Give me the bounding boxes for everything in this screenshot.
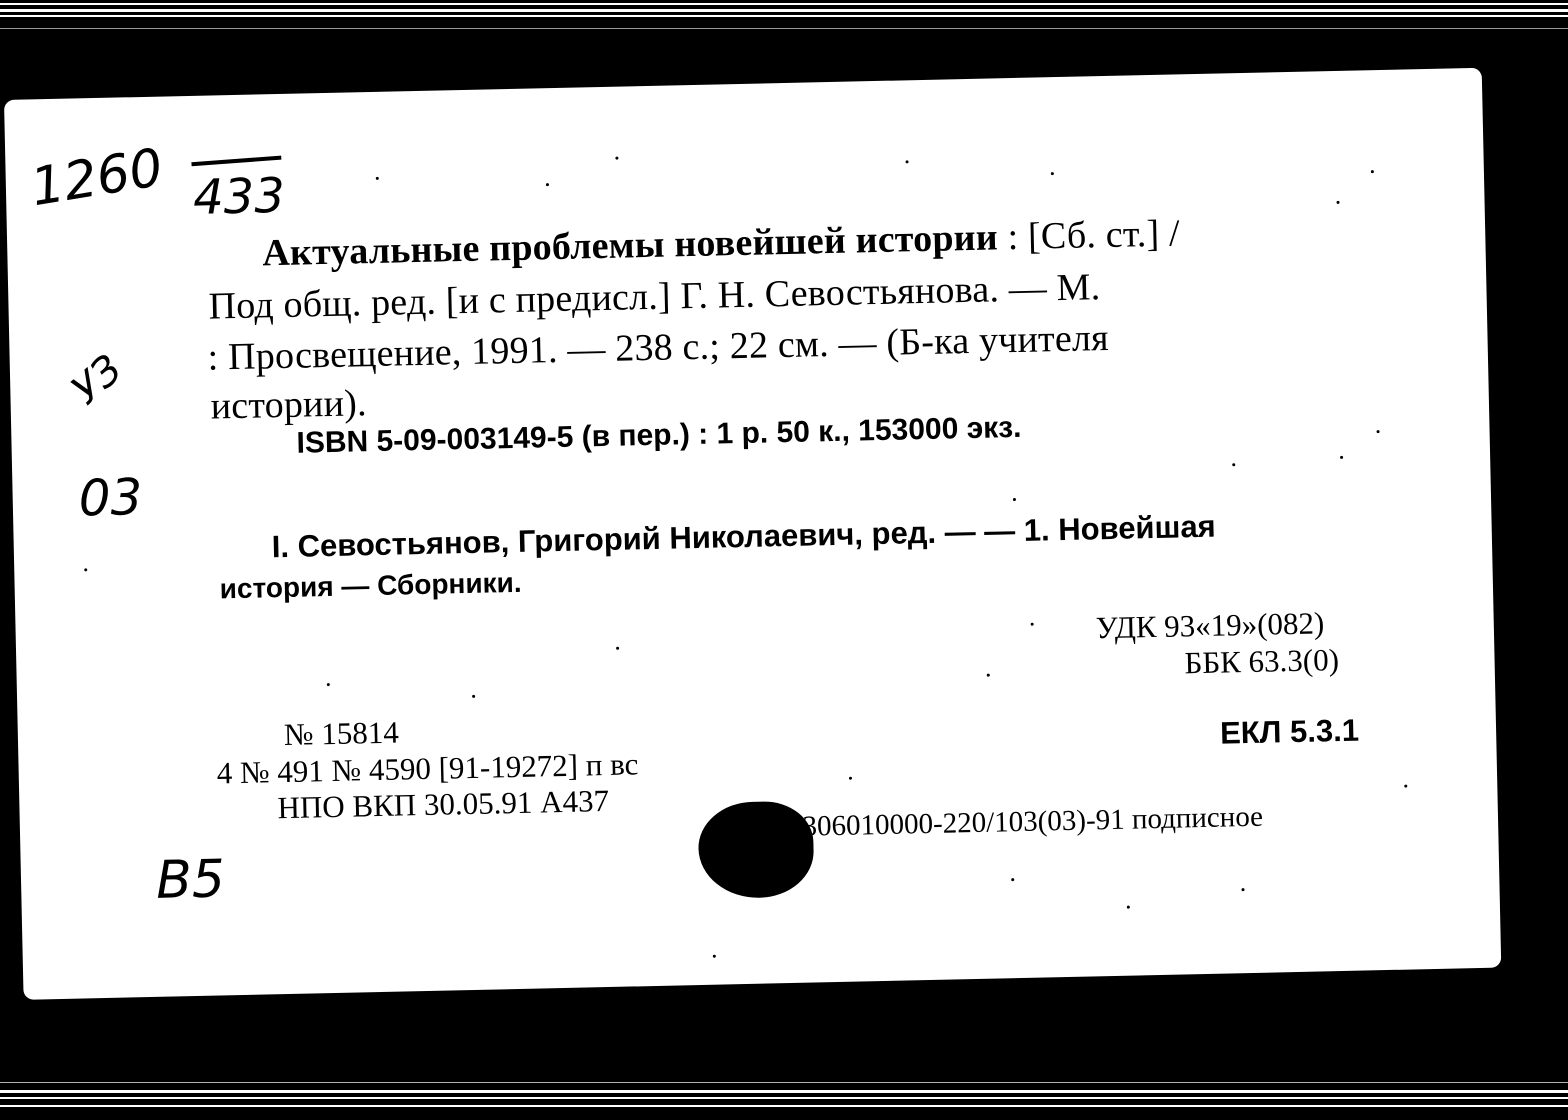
subscription-code: 4306010000-220/103(03)-91 подписное [787,800,1264,844]
speck [906,160,909,163]
handwritten-side-mark: УЗ [63,346,132,414]
speck [1404,785,1407,788]
speck [376,177,379,180]
speck [1013,498,1016,501]
entry-line-3: : Просвещение, 1991. — 238 с.; 22 см. — (Б-ка учителя [207,316,1110,379]
speck [1232,463,1235,466]
publisher-line: НПО ВКП 30.05.91 А437 [277,782,610,826]
speck [1031,623,1034,626]
ekl-code: ЕКЛ 5.3.1 [1219,712,1360,751]
handwritten-overline [191,156,281,167]
speck [327,683,330,686]
speck [1127,906,1130,909]
entry-title-rest: : [Сб. ст.] / [997,212,1181,259]
bbk-code: ББК 63.3(0) [1184,642,1340,681]
udk-code: УДК 93«19»(082) [1095,605,1325,646]
speck [472,695,475,698]
speck [1371,170,1374,173]
catalog-card [4,68,1501,1000]
speck [713,955,716,958]
speck [1011,878,1014,881]
scan-border-bottom [0,1078,1568,1120]
handwritten-bottom-mark: В5 [155,849,226,911]
tracings-line-1: I. Севостьянов, Григорий Николаевич, ред. — — 1. Новейшая [271,508,1217,565]
speck [1377,430,1380,433]
handwritten-side-number: 03 [78,468,143,528]
tracings-line-2: история — Сборники. [219,566,522,605]
speck [546,183,549,186]
speck [1337,201,1340,204]
entry-line-4: истории). [210,382,368,428]
speck [616,647,619,650]
entry-title: Актуальные проблемы новейшей истории [261,216,999,275]
speck [1340,456,1343,459]
speck [1051,172,1054,175]
entry-line-2: Под общ. ред. [и с предисл.] Г. Н. Севостьянова. — М. [208,266,1101,328]
handwritten-shelf-code: 1260 [26,137,168,219]
speck [849,777,852,780]
card-number: № 15814 [283,714,400,753]
speck [1241,888,1244,891]
scan-border-top [0,0,1568,40]
handwritten-shelf-sub: 433 [192,167,286,226]
speck [84,568,87,571]
speck [615,157,618,160]
speck [987,674,990,677]
isbn-line: ISBN 5-09-003149-5 (в пер.) : 1 р. 50 к., 153000 экз. [296,410,1022,460]
order-line: 4 № 491 № 4590 [91-19272] п вс [216,746,639,791]
entry-title-line [261,212,1181,275]
